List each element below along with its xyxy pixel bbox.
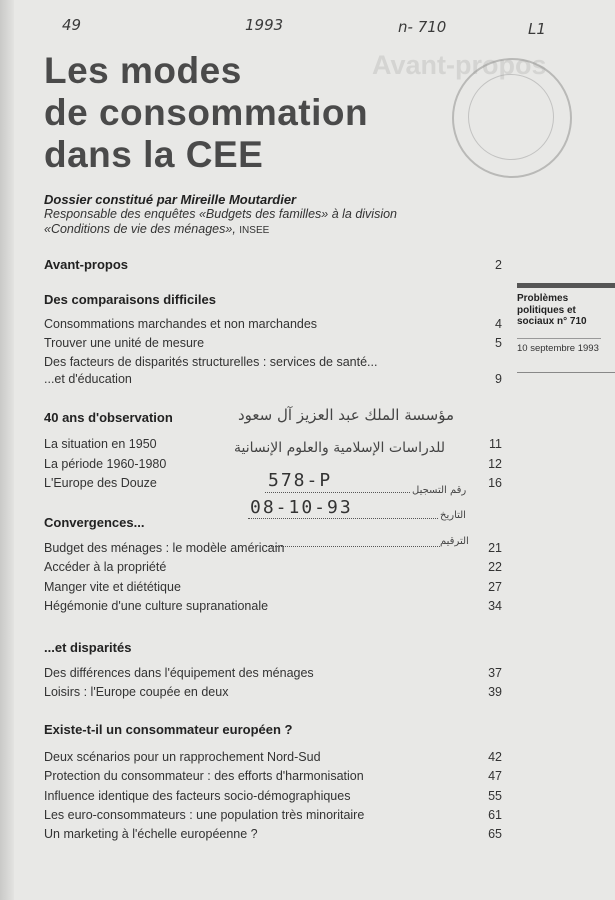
toc-entry-page: 37 [488,666,502,680]
toc-entry-label: Consommations marchandes et non marchandes [44,317,318,331]
toc-entry-page: 16 [488,476,502,490]
toc-entry [44,598,502,614]
library-seal [452,58,572,178]
handwritten-issue: n- 710 [398,18,447,36]
page-title [44,50,368,176]
toc-entry-label: Protection du consommateur : des efforts d'harmonisation [44,769,364,783]
toc-entry-page: 61 [488,808,502,822]
toc-entry [44,316,502,332]
toc-entry-page: 65 [488,827,502,841]
toc-entry-page: 5 [495,336,502,350]
toc-entry-page: 27 [488,580,502,594]
handwritten-code: L1 [528,20,546,38]
toc-entry-label: Accéder à la propriété [44,560,167,574]
toc-section-heading: Existe-t-il un consommateur européen ? [44,722,293,737]
author-name: Dossier constitué par Mireille Moutardier [44,192,297,207]
sidebar-rule [517,372,615,373]
toc-entry [44,807,502,823]
toc-entry-label: Deux scénarios pour un rapprochement Nord-Sud [44,750,321,764]
toc-entry-label: Les euro-consommateurs : une population très minoritaire [44,808,365,822]
title-line: Les modes [44,50,242,91]
publication-name: Problèmes politiques et sociaux n° 710 [517,293,587,327]
title-line: de consommation [44,92,369,133]
toc-entry [44,788,502,804]
toc-section-heading: ...et disparités [44,640,132,655]
toc-entry [44,257,502,273]
toc-entry-label: ...et d'éducation [44,372,132,386]
stamp-date: 08-10-93 [250,497,353,518]
author-block [44,192,397,238]
toc-entry-label: L'Europe des Douze [44,476,157,490]
toc-entry-page: 21 [488,541,502,555]
toc-entry-label: Un marketing à l'échelle européenne ? [44,827,258,841]
toc-entry-page: 11 [489,437,502,451]
toc-entry [44,335,502,351]
stamp-dotted-line [265,492,410,493]
stamp-reg-number: 578-P [268,470,333,491]
toc-entry-label: Trouver une unité de mesure [44,336,205,350]
publication-sidebar [517,283,615,373]
toc-entry-label: Des facteurs de disparités structurelles : services de santé... [44,355,378,369]
toc-entry [44,559,502,575]
toc-entry [44,540,502,556]
toc-entry [44,749,502,765]
author-role [44,222,397,238]
toc-entry-label: Des différences dans l'équipement des ménages [44,666,314,680]
toc-section-heading: 40 ans d'observation [44,410,173,425]
toc-entry [44,684,502,700]
toc-entry-page: 55 [488,789,502,803]
toc-entry-page: 9 [495,372,502,386]
toc-entry-label: Loisirs : l'Europe coupée en deux [44,685,229,699]
author-role-text: «Conditions de vie des ménages», [44,222,236,236]
author-institution: INSEE [239,225,270,236]
toc-entry-label: Hégémonie d'une culture supranationale [44,599,269,613]
toc-entry-page: 39 [488,685,502,699]
toc-entry-page: 47 [488,769,502,783]
toc-entry-page: 12 [488,457,502,471]
toc-entry [44,826,502,842]
author-role: Responsable des enquêtes «Budgets des familles» à la division [44,207,398,221]
toc-entry [44,579,502,595]
binding-edge [0,0,14,900]
show-through-text: Avant-propos [372,50,547,80]
sidebar-bar [517,283,615,288]
toc-entry-page [482,354,502,370]
toc-entry-page: 2 [495,258,502,272]
toc-entry-page: 4 [495,317,502,331]
toc-entry-page: 34 [488,599,502,613]
toc-section-heading: Des comparaisons difficiles [44,292,216,307]
toc-entry [44,371,502,387]
handwritten-year: 1993 [245,16,284,34]
toc-entry [44,768,502,784]
title-line: dans la CEE [44,134,264,175]
toc-entry-label: La situation en 1950 [44,437,157,451]
stamp-institution-sub: للدراسات الإسلامية والعلوم الإنسانية [234,440,445,456]
stamp-date-label: التاريخ [440,510,466,521]
toc-section-heading: Convergences... [44,515,145,530]
toc-entry [44,354,502,370]
toc-entry-label: Influence identique des facteurs socio-démographiques [44,789,351,803]
publication-date: 10 septembre 1993 [517,338,601,354]
toc-entry-label: Avant-propos [44,257,129,272]
toc-entry-page: 22 [488,560,502,574]
toc-entry [44,665,502,681]
stamp-class-label: الترقيم [440,536,469,547]
stamp-dotted-line [248,518,438,519]
toc-entry-label: Budget des ménages : le modèle américain [44,541,285,555]
stamp-institution: مؤسسة الملك عبد العزيز آل سعود [238,406,454,424]
stamp-reg-label: رقم التسجيل [412,485,467,496]
handwritten-number: 49 [62,16,82,34]
toc-entry-page: 42 [488,750,502,764]
toc-entry-label: Manger vite et diététique [44,580,181,594]
toc-entry-label: La période 1960-1980 [44,457,167,471]
